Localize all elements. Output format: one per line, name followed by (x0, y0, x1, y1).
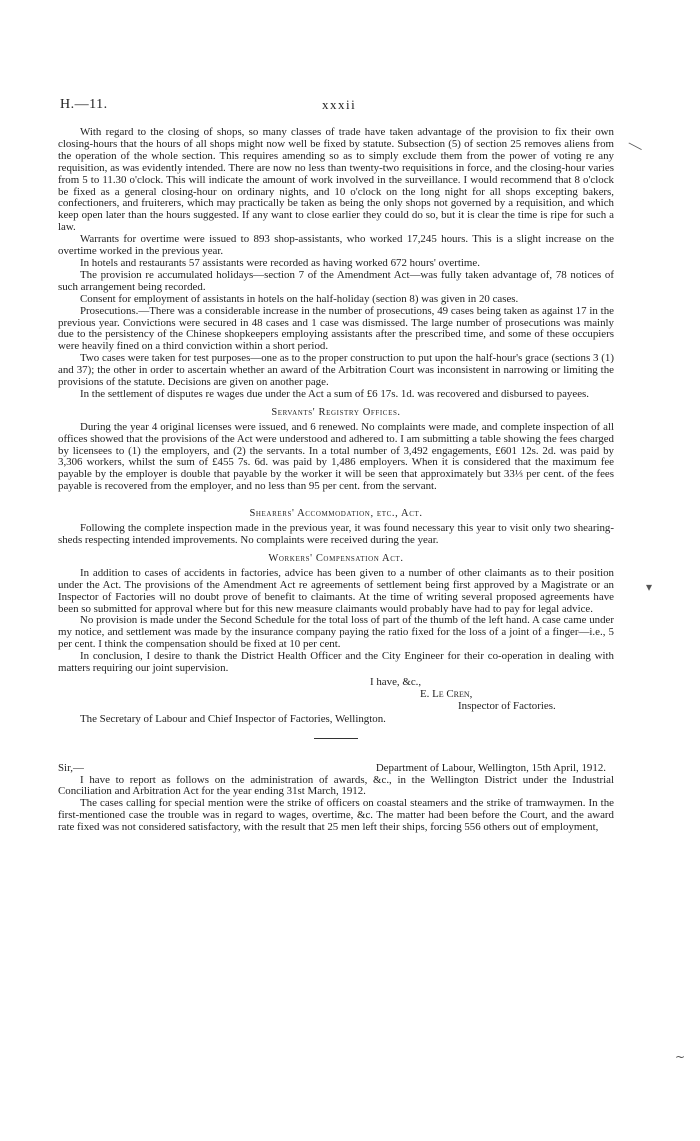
signature-closing: I have, &c., (370, 675, 422, 688)
heading-servants-registry: Servants' Registry Offices. (271, 406, 401, 418)
paragraph-workers-comp-3: In conclusion, I desire to thank the District Health Officer and the City Engineer for their co-operation in dealing with matters requiring our joint supervision. (58, 650, 614, 675)
letter-place-date: Department of Labour, Wellington, 15th April, 1912. (375, 761, 606, 774)
paragraph-shearers: Following the complete inspection made in the previous year, it was found necessary this year to visit only two shearing-sheds respecting intended improvements. No complaints were received during the year. (58, 522, 614, 546)
heading-shearers: Shearers' Accommodation, etc., Act. (249, 508, 423, 520)
paragraph-hotels: In hotels and restaurants 57 assistants were recorded as having worked 672 hours' overtime. (80, 256, 480, 269)
paragraph-half-holiday: Consent for employment of assistants in hotels on the half-holiday (section 8) was given in 20 cases. (80, 292, 519, 305)
page-number: xxxii (322, 97, 357, 112)
margin-mark: ╲ (628, 139, 642, 154)
report-reference: H.—11. (60, 97, 108, 112)
page-body (58, 127, 614, 834)
signature-title: Inspector of Factories. (458, 699, 556, 712)
paragraph-holidays: The provision re accumulated holidays—section 7 of the Amendment Act—was fully taken advantage of, 78 notices of such arrangement being recorded. (58, 268, 614, 293)
addressee: The Secretary of Labour and Chief Inspector of Factories, Wellington. (80, 712, 386, 725)
letter-paragraph-2: The cases calling for special mention were the strike of officers on coastal steamers and the strike of tramwaymen. In the first-mentioned case the trouble was in regard to wages, overtime, &c. The matter had been before the Court, and the award rate fixed was not considered satisfactory, with the result that 25 men left their ships, forcing 556 others out of employment, (58, 797, 614, 834)
paragraph-overtime: Warrants for overtime were issued to 893 shop-assistants, who worked 17,245 hours. This is a slight increase on the overtime worked in the previous year. (58, 233, 614, 258)
paragraph-prosecutions: Prosecutions.—There was a considerable increase in the number of prosecutions, 49 cases being taken as against 17 in the previous year. Convictions were secured in 48 cases and 1 case was dismissed. The large number of prosecutions was mainly due to the persistency of the Chinese shopkeepers employing assistants after the prescribed time, and some of these occupiers were heavily fined on a third conviction within a short period. (58, 304, 614, 353)
paragraph-workers-comp-2: No provision is made under the Second Schedule for the total loss of part of the thumb of the left hand. A case came under my notice, and settlement was made by the insurance company paying the ratio fixed for the loss of a joint of a finger—i.e., 5 per cent. I think the compensation should be fixed at 10 per cent. (58, 614, 614, 651)
paragraph-shops: With regard to the closing of shops, so many classes of trade have taken advantage of the provision to fix their own closing-hours that the hours of all shops might now well be fixed by statute. Subsection (5) of section 25 removes aliens from the operation of the whole section. This requires amending so as to simply exclude them from the power of voting re any requisition, as was evidently intended. There are now no less than twenty-two requisitions in force, and the closing-hour varies from 5 to 11.30 o'clock. This will indicate the amount of work involved in the surveillance. I would recommend that 8 o'clock be fixed as a general closing-hour on ordinary nights, and 10 o'clock on the long night for all shops excepting bakers, confectioners, and fruiterers, which may practically be taken as being the only shops not governed by a requisition, and which keep open later than the hours suggested. If any want to close earlier they could do so, but it is clear the time is ripe for such a law. (58, 126, 614, 234)
signature-name: E. Le Cren, (420, 687, 473, 700)
margin-mark: ▾ (646, 580, 653, 594)
paragraph-disputes: In the settlement of disputes re wages due under the Act a sum of £6 17s. 1d. was recovered and disbursed to payees. (80, 387, 589, 400)
salutation: Sir,— (58, 761, 84, 774)
paragraph-test-cases: Two cases were taken for test purposes—one as to the proper construction to put upon the half-hour's grace (sections 3 (1) and 37); the other in order to ascertain whether an award of the Arbitration Court was inconsistent in narrowing or limiting the provisions of the statute. Decisions are given on another page. (58, 352, 614, 389)
heading-workers-compensation: Workers' Compensation Act. (268, 552, 404, 564)
letter-head (58, 763, 614, 775)
margin-mark: ~ (675, 1050, 686, 1064)
letter-paragraph-1: I have to report as follows on the administration of awards, &c., in the Wellington District under the Industrial Conciliation and Arbitration Act for the year ending 31st March, 1912. (58, 773, 614, 798)
paragraph-servants-registry: During the year 4 original licenses were issued, and 6 renewed. No complaints were made, and complete inspection of all offices showed that the provisions of the Act were understood and adhered to. I am submitting a table showing the fees charged by licensees to (1) the employers, and (2) the servants. In a total number of 3,492 engagements, £601 12s. 2d. was paid by 3,306 workers, whilst the sum of £455 7s. 6d. was paid by 1,486 employers. When it is considered that the maximum fee payable by the employer is double that payable by the worker it will be seen that approximately but 33⅓ per cent. of the fees payable is recovered from the employer, and no less than 95 per cent. from the servant. (58, 420, 614, 493)
paragraph-workers-comp-1: In addition to cases of accidents in factories, advice has been given to a number of other claimants as to their position under the Act. The provisions of the Amendment Act re agreements of settlement being first approved by a Magistrate or an Inspector of Factories will no doubt prove of benefit to claimants. At the time of writing several proposed agreements have been so submitted for approval where but for this new measure claimants would probably have had to pay for legal advice. (58, 566, 614, 615)
